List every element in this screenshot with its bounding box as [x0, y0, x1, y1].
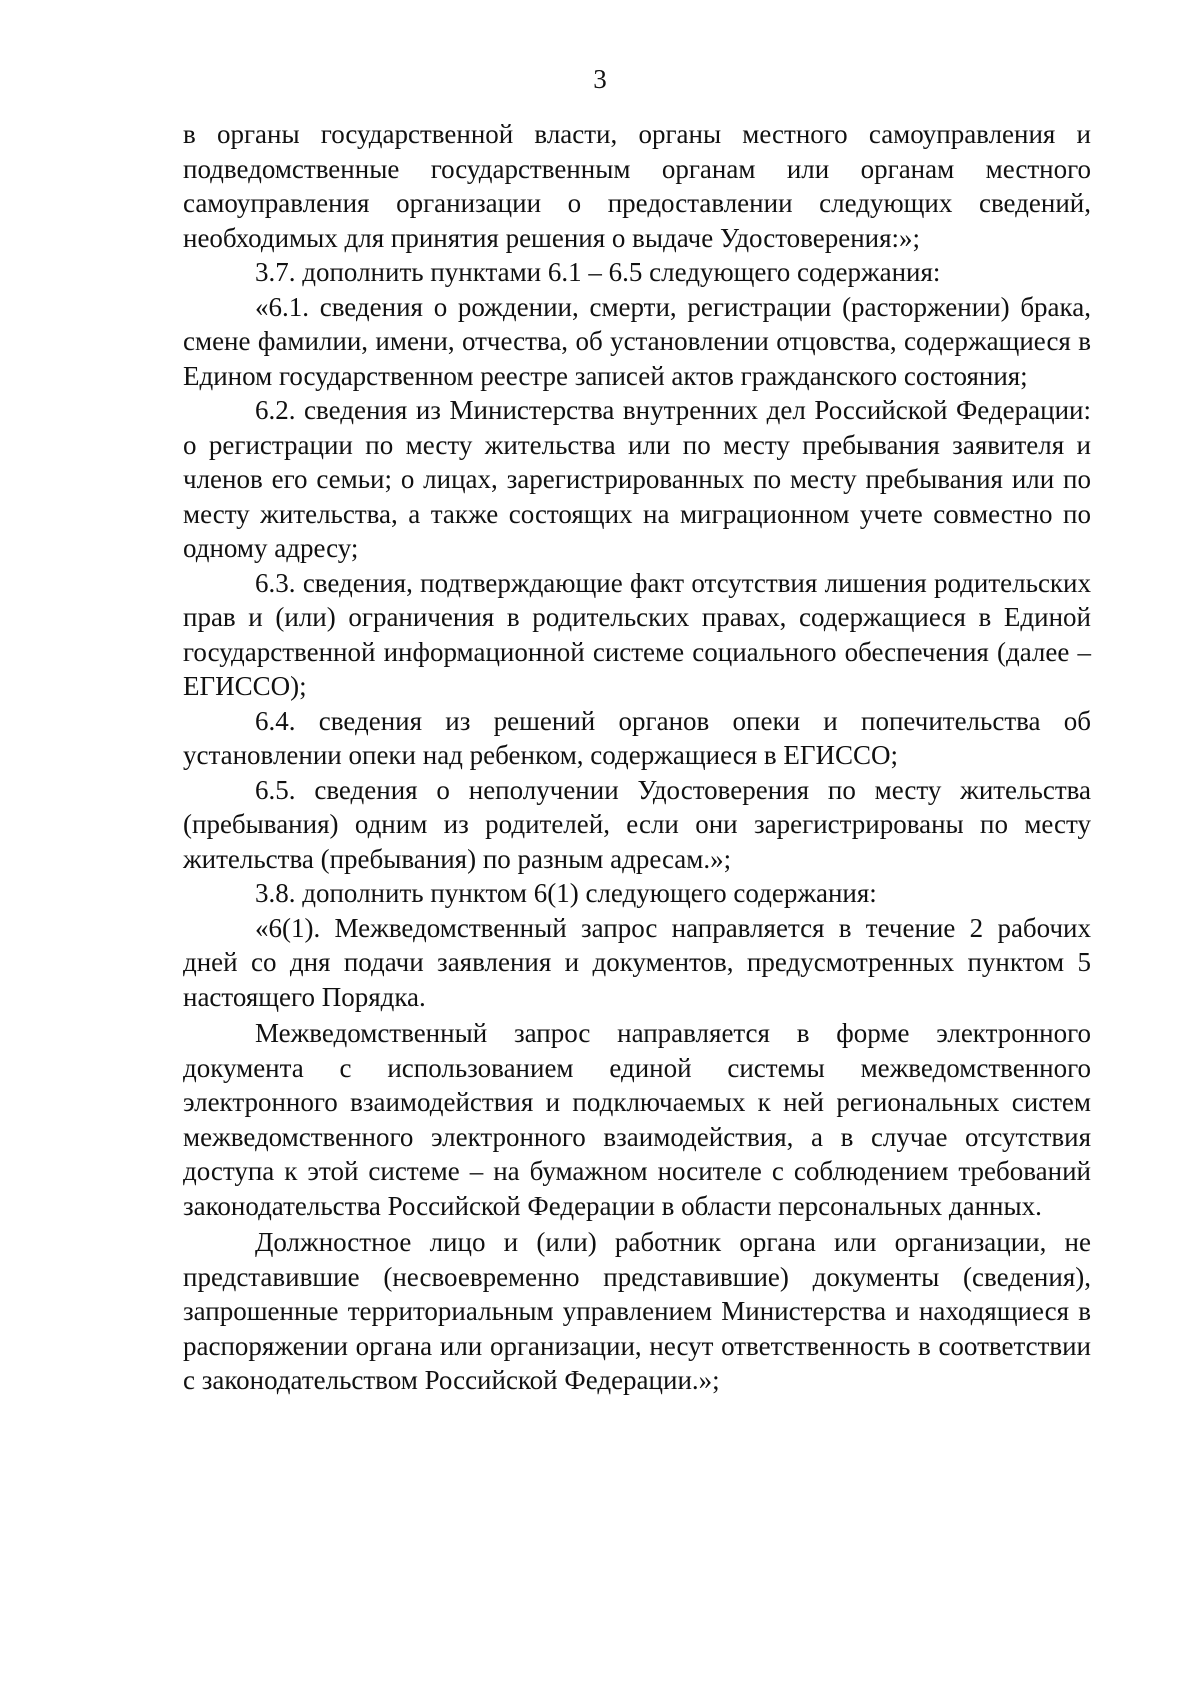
page-number: 3 — [593, 64, 607, 94]
document-body — [183, 117, 1091, 1398]
paragraph-responsibility: Должностное лицо и (или) работник органа или организации, не представившие (несвоевременно представившие) документы (сведения), запрошенные территориальным управлением Министерства и находящиеся в распоряжении органа или организации, несут ответственность в соответствии с законодательством Российской Федерации.»; — [183, 1227, 1091, 1395]
paragraph-item-6-5: 6.5. сведения о неполучении Удостоверения по месту жительства (пребывания) одним из родителей, если они зарегистрированы по месту жительства (пребывания) по разным адресам.»; — [183, 774, 1091, 874]
paragraph-item-6-4: 6.4. сведения из решений органов опеки и попечительства об установлении опеки над ребенком, содержащиеся в ЕГИССО; — [183, 705, 1091, 770]
paragraph-item-3-7: 3.7. дополнить пунктами 6.1 – 6.5 следующего содержания: — [255, 257, 941, 287]
paragraph-interagency-request: Межведомственный запрос направляется в форме электронного документа с использованием единой системы межведомственного электронного взаимодействия и подключаемых к ней региональных систем межведомственного электронного взаимодействия, а в случае отсутствия доступа к этой системе – на бумажном носителе с соблюдением требований законодательства Российской Федерации в области персональных данных. — [183, 1018, 1091, 1221]
paragraph-item-6-2: 6.2. сведения из Министерства внутренних дел Российской Федерации: о регистрации по месту жительства или по месту пребывания заявителя и членов его семьи; о лицах, зарегистрированных по месту пребывания или по месту жительства, а также состоящих на миграционном учете совместно по одному адресу; — [183, 395, 1091, 563]
paragraph-continuation: в органы государственной власти, органы местного самоуправления и подведомственные государственным органам или органам местного самоуправления организации о предоставлении следующих сведений, необходимых для принятия решения о выдаче Удостоверения:»; — [183, 119, 1091, 253]
paragraph-item-6-3: 6.3. сведения, подтверждающие факт отсутствия лишения родительских прав и (или) ограничения в родительских правах, содержащиеся в Единой государственной информационной системе социального обеспечения (далее – ЕГИССО); — [183, 567, 1091, 701]
paragraph-item-6-1: «6.1. сведения о рождении, смерти, регистрации (расторжении) брака, смене фамилии, имени, отчества, об установлении отцовства, содержащиеся в Едином государственном реестре записей актов гражданского состояния; — [183, 291, 1091, 391]
paragraph-item-6-1-1: «6(1). Межведомственный запрос направляется в течение 2 рабочих дней со дня подачи заявления и документов, предусмотренных пунктом 5 настоящего Порядка. — [183, 912, 1091, 1012]
paragraph-item-3-8: 3.8. дополнить пунктом 6(1) следующего содержания: — [255, 878, 877, 908]
